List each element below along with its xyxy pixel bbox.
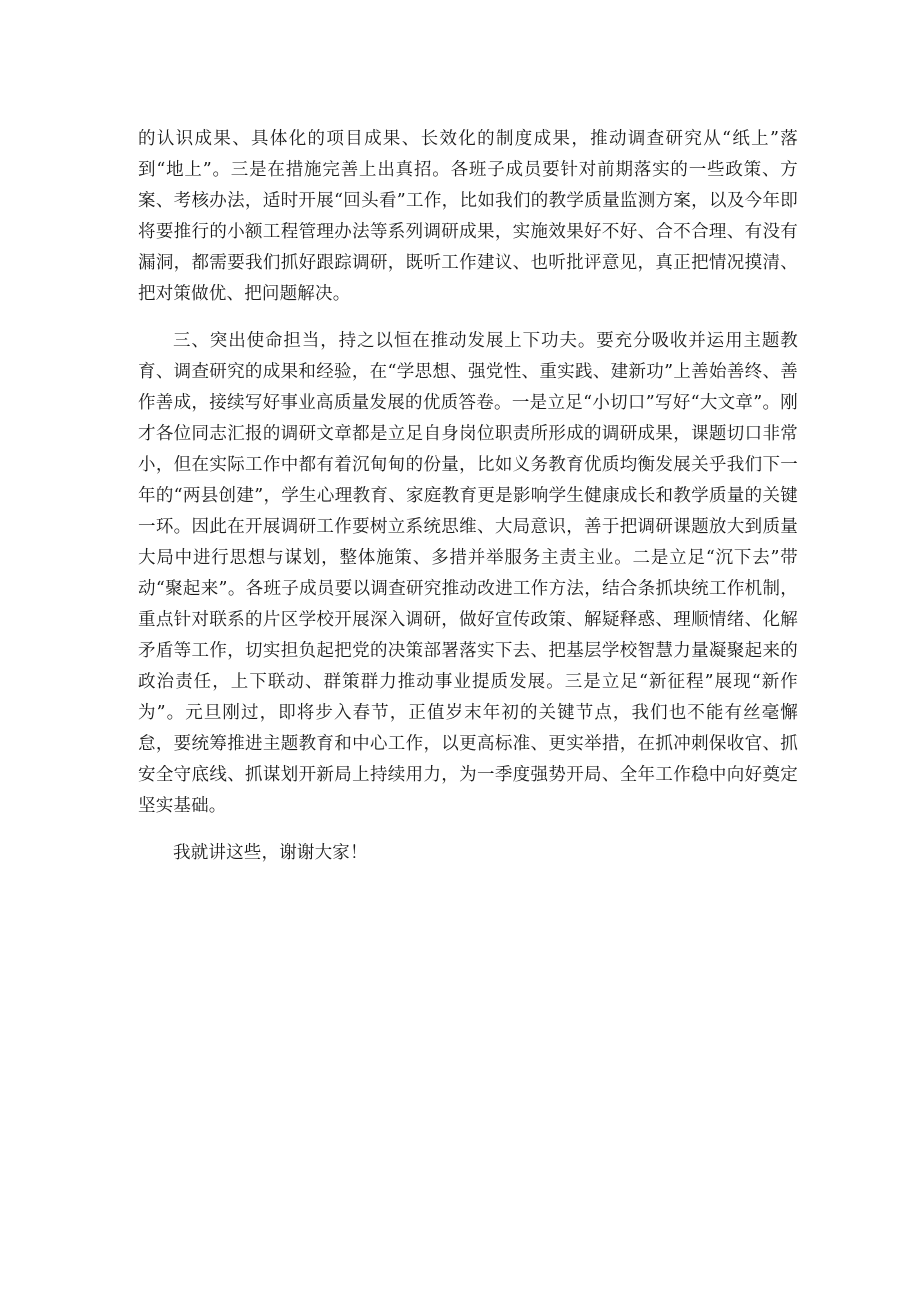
paragraph-section-three: 三、突出使命担当，持之以恒在推动发展上下功夫。要充分吸收并运用主题教育、调查研究的成果和经验，在“学思想、强党性、重实践、建新功”上善始善终、善作善成，接续写好事业高质量发展的优质答卷。一是立足“小切口”写好“大文章”。刚才各位同志汇报的调研文章都是立足自身岗位职责所形成的调研成果，课题切口非常小，但在实际工作中都有着沉甸甸的份量，比如义务教育优质均衡发展关乎我们下一年的“两县创建”，学生心理教育、家庭教育更是影响学生健康成长和教学质量的关键一环。因此在开展调研工作要树立系统思维、大局意识，善于把调研课题放大到质量大局中进行思想与谋划，整体施策、多措并举服务主责主业。二是立足“沉下去”带动“聚起来”。各班子成员要以调查研究推动改进工作方法，结合条抓块统工作机制，重点针对联系的片区学校开展深入调研，做好宣传政策、解疑释惑、理顺情绪、化解矛盾等工作，切实担负起把党的决策部署落实下去、把基层学校智慧力量凝聚起来的政治责任，上下联动、群策群力推动事业提质发展。三是立足“新征程”展现“新作为”。元旦刚过，即将步入春节，正值岁末年初的关键节点，我们也不能有丝毫懈怠，要统筹推进主题教育和中心工作，以更高标准、更实举措，在抓冲刺保收官、抓安全守底线、抓谋划开新局上持续用力，为一季度强势开局、全年工作稳中向好奠定坚实基础。 [138, 331, 798, 816]
paragraph-closing: 我就讲这些，谢谢大家！ [173, 843, 368, 863]
document-body [138, 124, 798, 885]
paragraph-continuation: 的认识成果、具体化的项目成果、长效化的制度成果，推动调查研究从“纸上”落到“地上”。三是在措施完善上出真招。各班子成员要针对前期落实的一些政策、方案、考核办法，适时开展“回头看”工作，比如我们的教学质量监测方案，以及今年即将要推行的小额工程管理办法等系列调研成果，实施效果好不好、合不合理、有没有漏洞，都需要我们抓好跟踪调研，既听工作建议、也听批评意见，真正把情况摸清、把对策做优、把问题解决。 [138, 129, 798, 304]
